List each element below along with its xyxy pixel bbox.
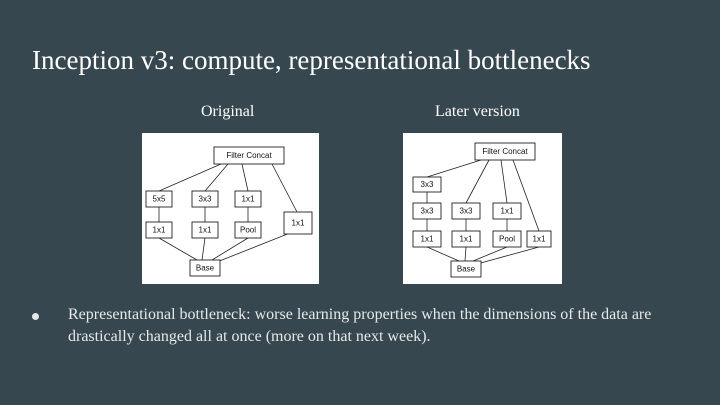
node-filter-concat [475,143,535,160]
svg-text:Base: Base [195,263,215,273]
svg-text:3x3: 3x3 [420,206,434,216]
node-3x3-conv [192,191,218,207]
bullet-text: Representational bottleneck: worse learning properties when the dimensions of the data are drastically changed all at once (more on that next week). [68,306,652,345]
svg-text:1x1: 1x1 [291,218,305,228]
node-filter-concat [214,147,284,164]
svg-text:1x1: 1x1 [532,234,546,244]
slide-title: Inception v3: compute, representational bottlenecks [32,45,591,75]
edge-1x1side-to-concat [513,160,539,231]
edge-1x1top-to-concat [501,160,507,203]
svg-text:1x1: 1x1 [459,234,473,244]
svg-text:1x1: 1x1 [241,194,255,204]
caption-original: Original [201,103,255,120]
svg-text:Filter Concat: Filter Concat [226,151,272,160]
edge-1x1top-to-concat [242,164,248,191]
svg-text:Pool: Pool [239,225,257,235]
edge-base-to-1x1a [159,238,197,260]
edge-3x3-to-concat [205,164,228,191]
node-1x1-conv-top [493,203,521,219]
edge-3x3top-to-concat [427,160,481,177]
svg-text:1x1: 1x1 [198,225,212,235]
node-base [190,260,220,276]
svg-text:3x3: 3x3 [420,180,434,189]
svg-text:1x1: 1x1 [420,234,434,244]
node-1x1-conv-a [413,231,441,247]
edge-base-to-1x1b [465,247,466,261]
node-1x1-conv-side [527,231,551,247]
svg-text:3x3: 3x3 [198,194,212,204]
node-1x1-conv-b [452,231,480,247]
edge-1x1side-to-concat [272,164,297,212]
edge-base-to-1x1a [427,247,459,261]
edge-3x3b-to-concat [466,160,489,203]
caption-later-version: Later version [435,103,520,120]
svg-text:3x3: 3x3 [459,206,473,216]
original-module-diagram [142,133,319,284]
node-1x1-conv-top [235,191,261,207]
edge-5x5-to-concat [159,164,221,191]
original-diagram-svg [142,133,319,284]
svg-text:Base: Base [456,264,476,274]
node-1x1-conv-b [192,222,218,238]
node-1x1-conv-a [146,222,172,238]
svg-text:Filter Concat: Filter Concat [482,147,528,156]
svg-text:5x5: 5x5 [152,194,166,204]
edge-base-to-pool [473,247,507,261]
node-pool [493,231,521,247]
edge-base-to-1x1b [202,238,205,260]
node-1x1-conv-side [284,212,312,234]
node-3x3-conv-top [413,177,441,192]
node-3x3-conv-a [413,203,441,219]
later-module-diagram [403,133,562,284]
node-base [451,261,481,277]
svg-text:1x1: 1x1 [500,206,514,216]
svg-text:1x1: 1x1 [152,225,166,235]
bullet-dot-icon [32,313,39,320]
node-pool [235,222,261,238]
node-5x5-conv [146,191,172,207]
node-3x3-conv-b [452,203,480,219]
svg-text:Pool: Pool [498,234,516,244]
later-diagram-svg [403,133,562,284]
